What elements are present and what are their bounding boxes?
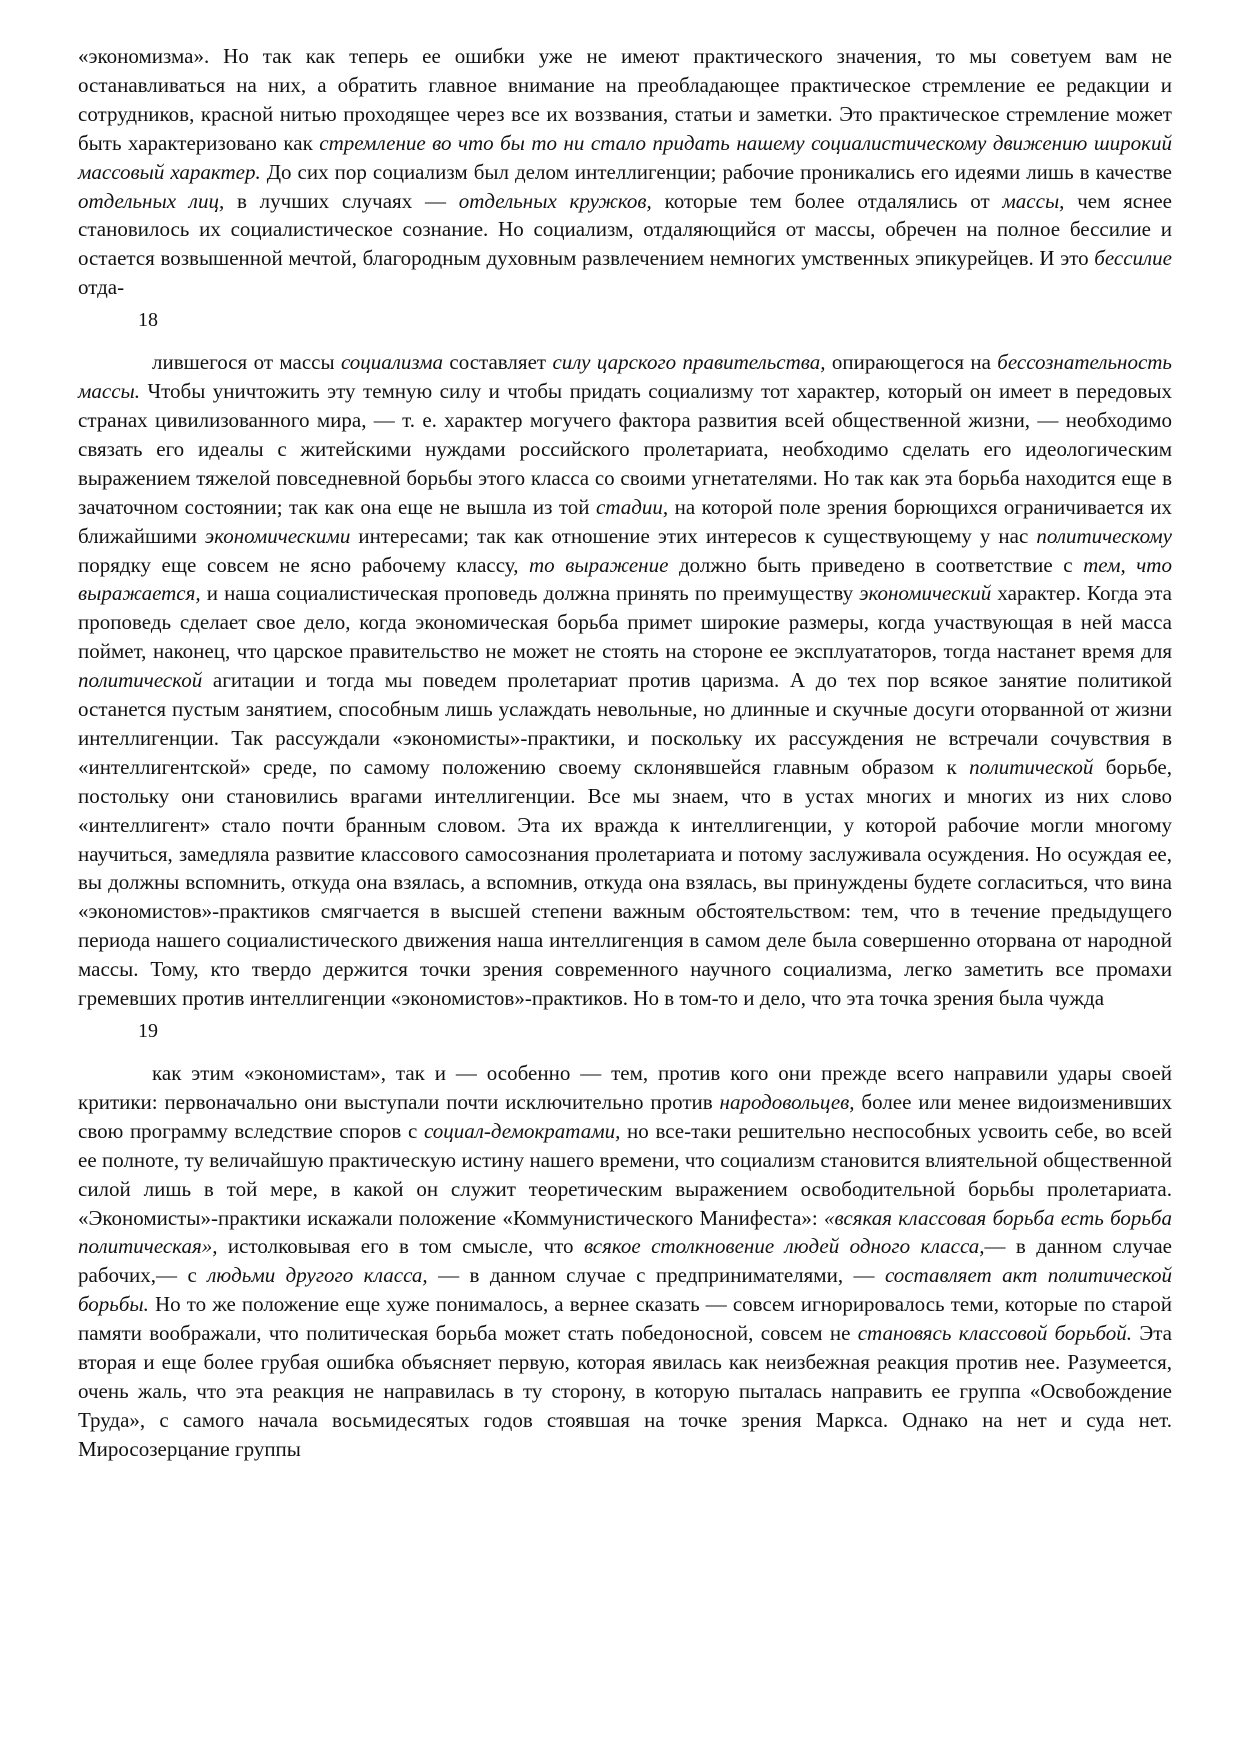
text-run: и наша социалистическая проповедь должна принять по преимуществу — [200, 581, 860, 606]
text-run: лившегося от массы — [152, 350, 341, 375]
text-run: опирающегося на — [825, 350, 998, 375]
italic-run: отдельных лиц, — [78, 188, 225, 213]
text-run: истолковывая его в том смысле, что — [217, 1234, 584, 1259]
italic-run: отдельных кружков, — [458, 188, 652, 213]
text-run: интересами; так как отношение этих интересов к существующему у нас — [350, 523, 1037, 548]
text-run: как этим «экономистам», так и — особенно — тем, против кого они прежде всего направили удары своей критики: первоначально они выступали почти исключительно против — [78, 1061, 1172, 1114]
text-run: чем яснее становилось их социалистическое сознание. Но социализм, отдаляющийся от массы, обречен на полное бессилие и остается возвышенной мечтой, благородным духовным развлечением немногих умственных эпикурейцев. И это — [78, 188, 1172, 271]
page-number-19: 19 — [138, 1020, 158, 1042]
italic-run: всякое столкновение людей одного класса, — [583, 1234, 985, 1259]
text-run: Эта вторая и еще более грубая ошибка объясняет первую, которая явилась как неизбежная реакция против нее. Разумеется, очень жаль, что эта реакция не направилась в ту сторону, в которую пыталась направить ее группа «Освобождение Труда», с самого начала восьмидесятых годов стоявшая на точке зрения Маркса. Однако на нет и суда нет. Миросозерцание группы — [78, 1321, 1172, 1461]
text-run: характер. Когда эта проповедь сделает свое дело, когда экономическая борьба примет широкие размеры, когда участвующая в ней масса поймет, наконец, что царское правительство не может не стоять на стороне ее эксплуататоров, тогда настанет время для — [78, 581, 1172, 664]
text-run: порядку еще совсем не ясно рабочему классу, — [78, 552, 530, 577]
text-run: но все-таки решительно неспособных усвоить себе, во всей ее полноте, ту величайшую практическую истину нашего времени, что социализм становится влиятельной общественной силой лишь в той мере, в какой он служит теоретическим выражением освободительной борьбы пролетариата. «Экономисты»-практики искажали положение «Коммунистического Манифеста»: — [78, 1118, 1172, 1230]
italic-run: бессознательность массы. — [78, 350, 1172, 404]
text-run: которые тем более отдалялись от — [651, 188, 1003, 213]
paragraph-1 — [78, 42, 1172, 302]
italic-run: тем, что выражается, — [78, 552, 1172, 606]
text-run: агитации и тогда мы поведем пролетариат против царизма. А до тех пор всякое занятие политикой останется пустым занятием, способным лишь услаждать невольные, но длинные и скучные досуги оторванной от жизни интеллигенции. Так рассуждали «экономисты»-практики, и поскольку их рассуждения не встречали сочувствия в «интеллигентской» среде, по самому положению своему склонявшейся главным образом к — [78, 668, 1172, 779]
text-run: в лучших случаях — — [224, 188, 459, 213]
italic-run: стремление во что бы то ни стало придать нашему социалистическому движению широкий массовый характер. — [78, 130, 1173, 184]
italic-run: политической — [78, 668, 203, 693]
italic-run: массы, — [1002, 188, 1065, 213]
italic-run: людьми другого класса, — [207, 1263, 428, 1288]
italic-run: становясь классовой борьбой. — [857, 1321, 1133, 1346]
italic-run: экономический — [859, 581, 992, 606]
italic-run: социализма — [340, 350, 443, 375]
paragraph-2 — [78, 348, 1172, 1013]
italic-run: составляет акт политической борьбы. — [78, 1263, 1172, 1317]
italic-run: силу царского правительства, — [552, 350, 826, 375]
text-run: должно быть приведено в соответствие с — [668, 552, 1084, 577]
text-run: отда- — [78, 275, 125, 300]
text-run: До сих пор социализм был делом интеллигенции; рабочие проникались его идеями лишь в качестве — [260, 159, 1172, 184]
document-page — [78, 42, 1172, 1464]
italic-run: бессилие — [1094, 246, 1172, 271]
italic-run: стадии, — [596, 494, 669, 519]
page-number-18: 18 — [138, 309, 158, 332]
italic-run: социал-демократами, — [423, 1118, 621, 1143]
italic-run: политической — [969, 754, 1094, 779]
italic-run: политическому — [1036, 523, 1172, 548]
text-run: на которой поле зрения борющихся ограничивается их ближайшими — [78, 494, 1172, 548]
italic-run: то выражение — [529, 552, 669, 577]
text-run: Но то же положение еще хуже понималось, а вернее сказать — совсем игнорировалось теми, которые по старой памяти воображали, что политическая борьба может стать победоносной, совсем не — [78, 1292, 1172, 1346]
text-run: — в данном случае рабочих,— с — [78, 1234, 1172, 1288]
italic-run: экономическими — [204, 523, 351, 548]
text-run: борьбе, постольку они становились врагами интеллигенции. Все мы знаем, что в устах многих и многих из них слово «интеллигент» стало почти бранным словом. Эта их вражда к интеллигенции, у которой рабочие могли многому научиться, замедляла развитие классового самосознания пролетариата и потому заслуживала осуждения. Но осуждая ее, вы должны вспомнить, откуда она взялась, а вспомнив, откуда она взялась, вы принуждены будете согласиться, что вина «экономистов»-практиков смягчается в высшей степени важным обстоятельством: тем, что в течение предыдущего периода нашего социалистического движения наша интеллигенция в самом деле была совершенно оторвана от народной массы. Тому, кто твердо держится точки зрения современного научного социализма, легко заметить все промахи гремевших против интеллигенции «экономистов»-практиков. Но в том-то и дело, что эта точка зрения была чужда — [78, 754, 1173, 1011]
italic-run: народовольцев, — [719, 1089, 855, 1114]
text-run: «экономизма». Но так как теперь ее ошибки уже не имеют практического значения, то мы советуем вам не останавливаться на них, а обратить главное внимание на преобладающее практическое стремление ее редакции и сотрудников, красной нитью проходящее через все их воззвания, статьи и заметки. Это практическое стремление может быть характеризовано как — [78, 44, 1172, 155]
text-run: — в данном случае с предпринимателями, — — [427, 1263, 885, 1288]
text-run: более или менее видоизменивших свою программу вследствие споров с — [78, 1089, 1172, 1143]
paragraph-3 — [78, 1059, 1172, 1464]
italic-run: «всякая классовая борьба есть борьба политическая», — [78, 1205, 1172, 1259]
text-run: составляет — [443, 350, 553, 375]
text-run: Чтобы уничтожить эту темную силу и чтобы придать социализму тот характер, который он имеет в передовых странах цивилизованного мира, — т. е. характер могучего фактора развития всей общественной жизни, — необходимо связать его идеалы с житейскими нуждами российского пролетариата, необходимо сделать его идеологическим выражением тяжелой повседневной борьбы этого класса со своими угнетателями. Но так как эта борьба находится еще в зачаточном состоянии; так как она еще не вышла из той — [78, 379, 1172, 519]
